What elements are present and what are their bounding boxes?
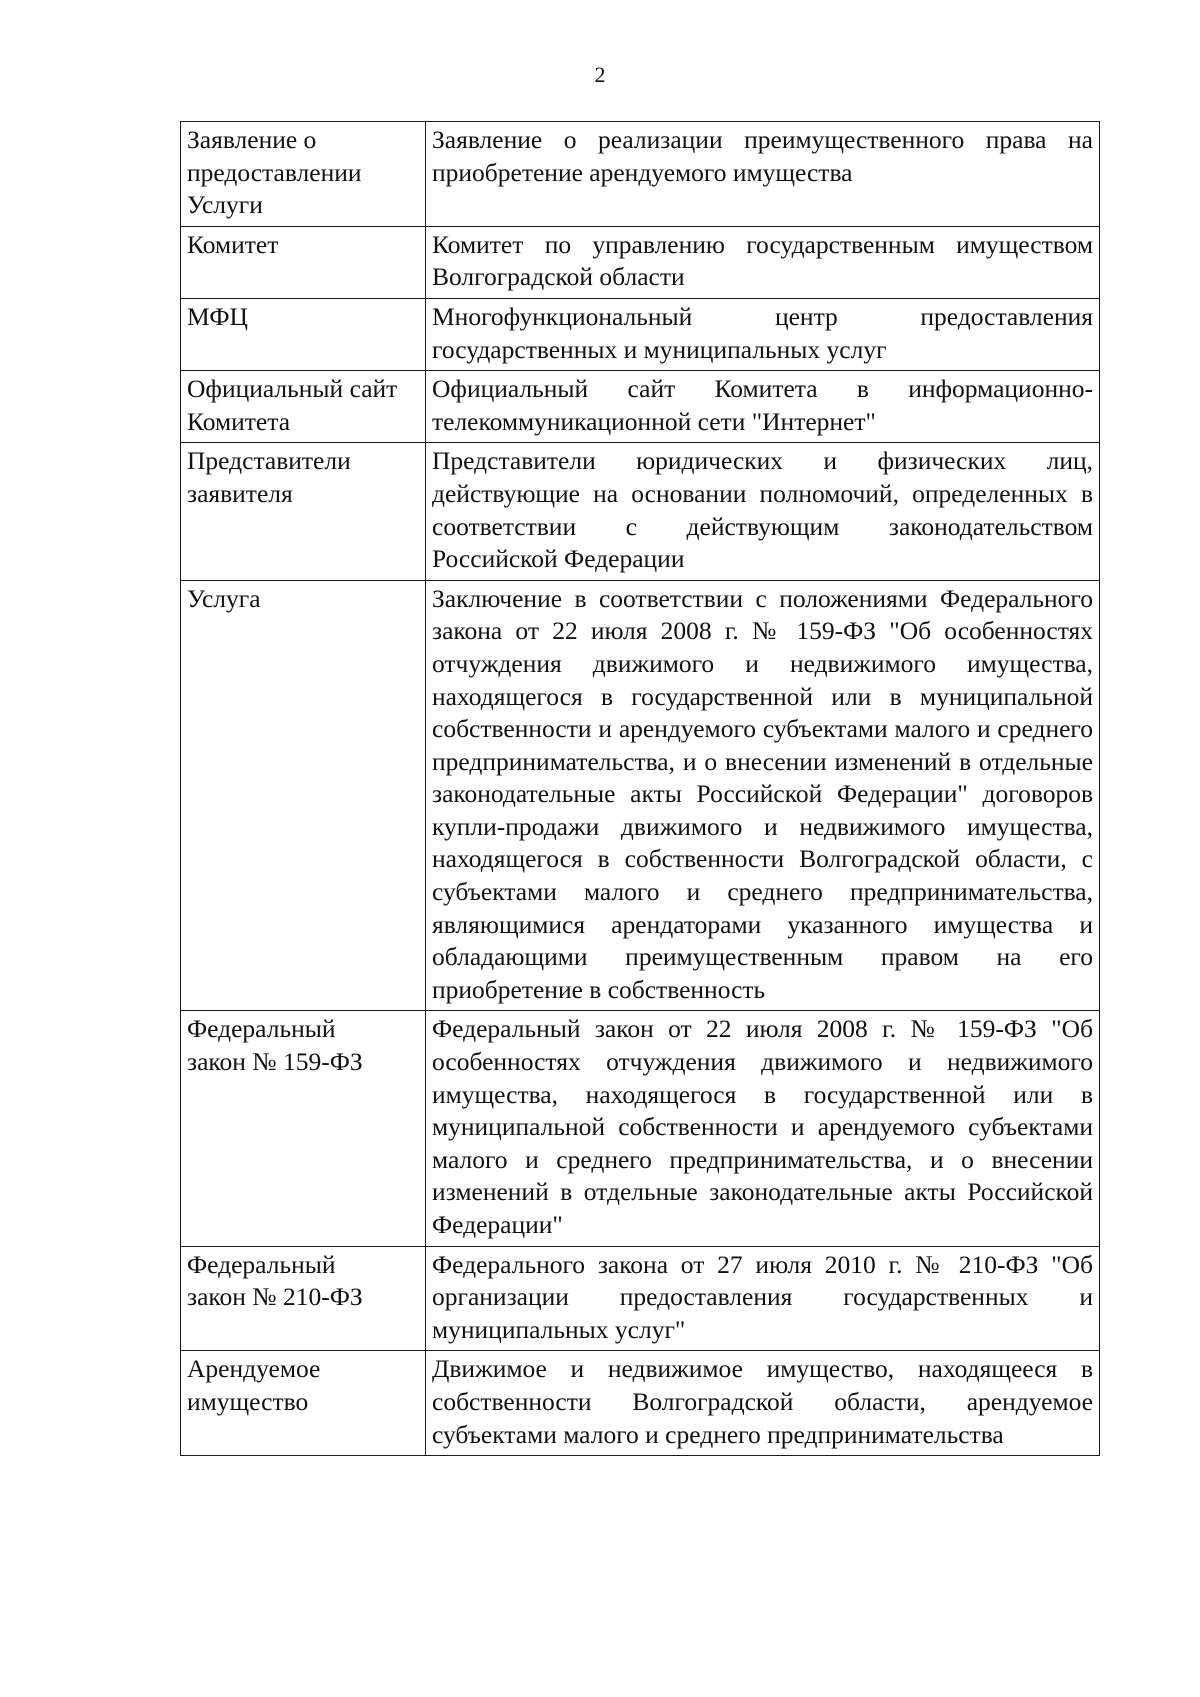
table-row bbox=[181, 226, 1100, 298]
term-cell bbox=[181, 1011, 426, 1246]
term-cell bbox=[181, 122, 426, 227]
definition-text: Федерального закона от 27 июля 2010 г. № 210-ФЗ "Об организации предоставления государственных и муниципальных услуг" bbox=[432, 1249, 1093, 1344]
term-cell bbox=[181, 580, 426, 1011]
table-row bbox=[181, 122, 1100, 227]
term-cell bbox=[181, 226, 426, 298]
table-row bbox=[181, 298, 1100, 370]
definition-text: Заявление о реализации преимущественного права на приобретение арендуемого имущества bbox=[432, 125, 1093, 187]
term-cell bbox=[181, 298, 426, 370]
term-text: Арендуемое имущество bbox=[187, 1354, 321, 1416]
table-row bbox=[181, 1351, 1100, 1456]
definition-cell bbox=[426, 298, 1100, 370]
definition-text: Официальный сайт Комитета в информационно-телекоммуникационной сети "Интернет" bbox=[432, 374, 1093, 436]
table-row bbox=[181, 443, 1100, 580]
table-row bbox=[181, 1011, 1100, 1246]
definitions-table-body bbox=[181, 122, 1100, 1456]
page-number: 2 bbox=[594, 62, 606, 87]
definition-text: Заключение в соответствии с положениями Федерального закона от 22 июля 2008 г. № 159-ФЗ "Об особенностях отчуждения движимого и недвижимого имущества, находящегося в государственной или в муниципальной собственности и арендуемого субъектами малого и среднего предпринимательства, и о внесении изменений в отдельные законодательные акты Российской Федерации" договоров купли-продажи движимого и недвижимого имущества, находящегося в собственности Волгоградской области, с субъектами малого и среднего предпринимательства, являющимися арендаторами указанного имущества и обладающими преимущественным правом на его приобретение в собственность bbox=[432, 583, 1093, 1004]
definition-cell bbox=[426, 226, 1100, 298]
definition-cell bbox=[426, 443, 1100, 580]
definition-text: Федеральный закон от 22 июля 2008 г. № 159-ФЗ "Об особенностях отчуждения движимого и недвижимого имущества, находящегося в государственной или в муниципальной собственности и арендуемого субъектами малого и среднего предпринимательства, и о внесении изменений в отдельные законодательные акты Российской Федерации" bbox=[432, 1014, 1093, 1239]
definition-text: Комитет по управлению государственным имуществом Волгоградской области bbox=[432, 229, 1093, 292]
definition-text: Многофункциональный центр предоставления государственных и муниципальных услуг bbox=[432, 301, 1093, 364]
term-text: Официальный сайт Комитета bbox=[187, 374, 398, 436]
term-text: Федеральный закон № 159-ФЗ bbox=[187, 1014, 363, 1077]
definitions-table bbox=[180, 121, 1100, 1456]
term-text: Услуга bbox=[187, 583, 261, 613]
term-cell bbox=[181, 443, 426, 580]
term-text: Представители заявителя bbox=[187, 446, 351, 508]
definition-cell bbox=[426, 1246, 1100, 1351]
term-text: Комитет bbox=[187, 229, 279, 259]
table-row bbox=[181, 1246, 1100, 1351]
term-cell bbox=[181, 1246, 426, 1351]
term-text: Федеральный закон № 210-ФЗ bbox=[187, 1249, 363, 1312]
definition-cell bbox=[426, 1351, 1100, 1456]
definition-text: Представители юридических и физических лиц, действующие на основании полномочий, определенных в соответствии с действующим законодательством Российской Федерации bbox=[432, 446, 1093, 574]
table-row bbox=[181, 580, 1100, 1011]
term-cell bbox=[181, 1351, 426, 1456]
definition-text: Движимое и недвижимое имущество, находящееся в собственности Волгоградской области, арендуемое субъектами малого и среднего предпринимательства bbox=[432, 1354, 1093, 1449]
definition-cell bbox=[426, 371, 1100, 443]
table-row bbox=[181, 371, 1100, 443]
term-text: МФЦ bbox=[187, 301, 248, 331]
term-text: Заявление о предоставлении Услуги bbox=[187, 125, 362, 220]
term-cell bbox=[181, 371, 426, 443]
definition-cell bbox=[426, 122, 1100, 227]
definition-cell bbox=[426, 1011, 1100, 1246]
definition-cell bbox=[426, 580, 1100, 1011]
